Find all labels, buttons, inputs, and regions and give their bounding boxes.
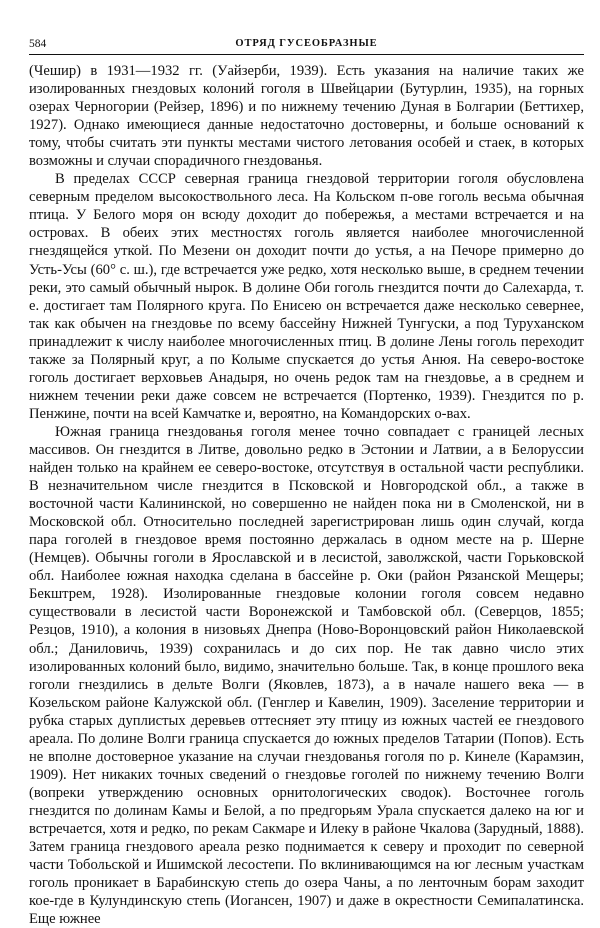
section-title: ОТРЯД ГУСЕОБРАЗНЫЕ <box>235 38 378 49</box>
paragraph-southern-border: Южная граница гнездованья гоголя менее точно совпадает с границей лесных массивов. Он гнездится в Литве, довольно редко в Эстонии и Латвии, а в Белоруссии найден только на крайнем ее северо-востоке, отсутствуя в остальной части республики. В незначительном числе гнездится в Псковской и Новгородской обл., а также в восточной части Калининской, но совершенно не найден пока ни в Смоленской, ни в Московской обл. Относительно последней зарегистрирован лишь один случай, когда пара гоголей в гнездовое время постоянно держалась в одном месте на р. Шерне (Немцев). Обычны гоголи в Ярославской и в лесистой, заволжской, части Горьковской обл. Наиболее южная находка сделана в бассейне р. Оки (район Рязанской Мещеры; Бекштрем, 1928). Изолированные гнездовые колонии гоголя совсем недавно существовали в лесистой части Воронежской и Тамбовской обл. (Северцов, 1855; Резцов, 1910), а колония в низовьях Днепра (Ново-Воронцовский район Николаевской обл.; Даниловичь, 1939) сохранилась и до сих пор. Не так давно число этих изолированных колоний было, видимо, значительно больше. Так, в конце прошлого века гоголи гнездились в дельте Волги (Яковлев, 1873), а в начале нашего века — в Козельском районе Калужской обл. (Генглер и Кавелин, 1909). Заселение территории и рубка старых дуплистых деревьев оттесняет эту птицу из южных частей ее гнездового ареала. По долине Волги граница спускается до южных пределов Татарии (Попов). Есть не вполне достоверное указание на случаи гнездованья гоголя по р. Кинеле (Карамзин, 1909). Нет никаких точных сведений о гнездовье гоголей по нижнему течению Волги (вопреки утверждению основных орнитологических сводок). Восточнее гоголь гнездится по долинам Камы и Белой, а по предгорьям Урала спускается далеко на юг и встречается, хотя и редко, по рекам Сакмаре и Илеку в районе Чкалова (Зарудный, 1888). Затем граница гнездового ареала резко поднимается к северу и проходит по северной части Тобольской и Ишимской лесостепи. По вклинивающимся на юг лесным участкам гоголь проникает в Барабинскую степь до озера Чаны, а по ленточным борам заходит кое-где в Кулундинскую степь (Иогансен, 1907) и даже в окрестности Семипалатинска. Еще южнее <box>29 423 584 928</box>
book-page <box>29 0 584 928</box>
page-number: 584 <box>29 38 47 50</box>
paragraph-continuation: (Чешир) в 1931—1932 гг. (Уайзерби, 1939). Есть указания на наличие таких же изолированных гнездовых колоний гоголя в Швейцарии (Бутурлин, 1935), на горных озерах Черногории (Рейзер, 1896) и по нижнему течению Дуная в Болгарии (Беттихер, 1927). Однако имеющиеся данные недостаточно достоверны, и больше оснований к тому, чтобы считать эти пункты местами чистого летования особей и стаек, в которых возможны и случаи спорадичного гнездованья. <box>29 63 584 170</box>
paragraph-northern-border: В пределах СССР северная граница гнездовой территории гоголя обусловлена северным пределом высокоствольного леса. На Кольском п-ове гоголь весьма обычная птица. У Белого моря он всюду доходит до побережья, а местами встречается и на островах. В обеих этих местностях гоголь является наиболее многочисленной гнездящейся уткой. По Мезени он доходит почти до устья, а на Печоре примерно до Усть-Усы (60° с. ш.), где встречается уже редко, хотя несколько выше, в среднем течении реки, это самый обычный нырок. В долине Оби гоголь гнездится почти до Салехарда, т. е. достигает там Полярного круга. По Енисею он встречается даже несколько севернее, так как обычен на гнездовье по всему бассейну Нижней Тунгуски, а под Туруханском принадлежит к числу наиболее многочисленных птиц. В долине Лены гоголь переходит также за Полярный круг, а по Колыме спускается до устья Анюя. На северо-востоке гоголь достигает верховьев Анадыря, но очень редок там на гнездовье, а в среднем и нижнем течении реки даже совсем не встречается (Портенко, 1939). Гнездится по р. Пенжине, почти на всей Камчатке и, вероятно, на Командорских о-вах. <box>29 171 584 422</box>
body-text <box>29 62 584 928</box>
header-rule <box>29 54 584 55</box>
running-head <box>29 36 584 52</box>
